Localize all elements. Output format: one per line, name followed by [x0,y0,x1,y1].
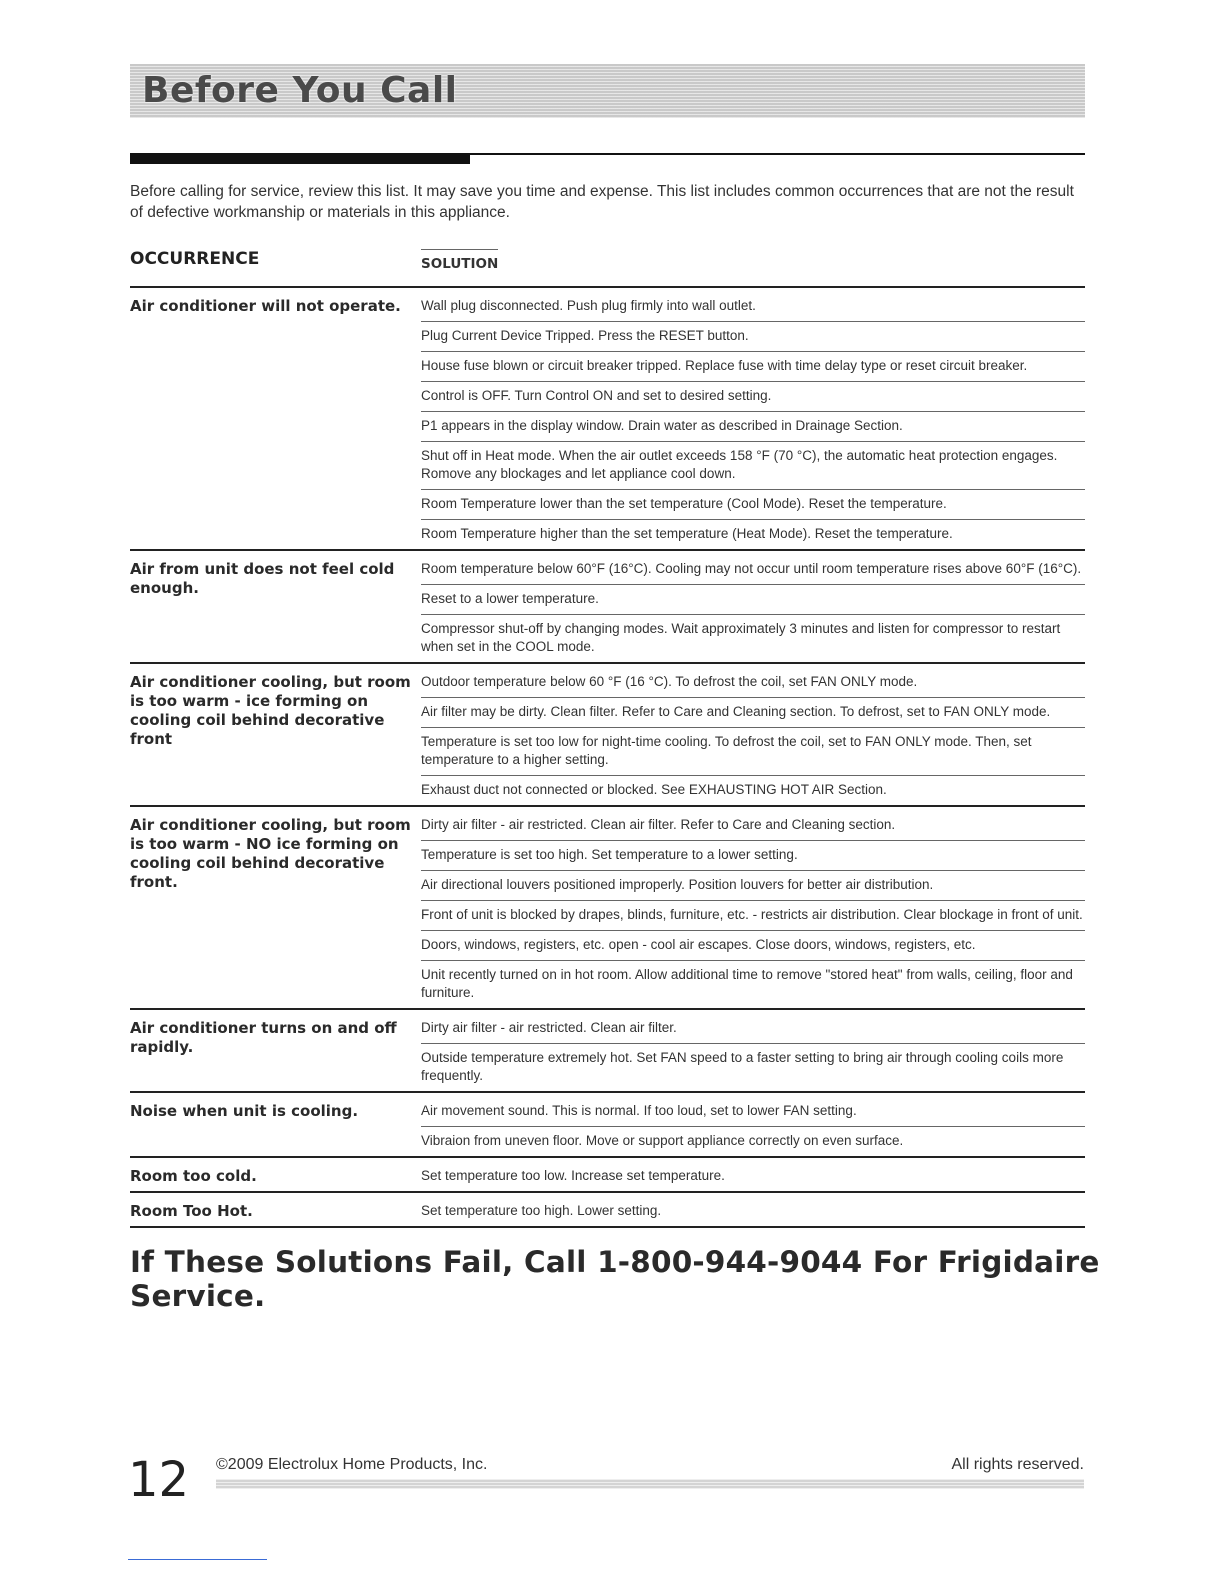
solution-item: Control is OFF. Turn Control ON and set to desired setting. [421,381,1085,411]
occurrence-label: Air from unit does not feel cold enough. [130,560,395,597]
table-end-rule [130,1226,1085,1228]
occurrence-group [130,549,1085,662]
solution-list [421,1093,1085,1156]
solution-item: P1 appears in the display window. Drain water as described in Drainage Section. [421,411,1085,441]
occurrence-label: Air conditioner cooling, but room is too warm - NO ice forming on cooling coil behind decorative front. [130,816,411,891]
solution-list [421,1010,1085,1091]
solution-item: Room temperature below 60°F (16°C). Cooling may not occur until room temperature rises above 60°F (16°C). [421,561,1082,576]
solution-item: Front of unit is blocked by drapes, blinds, furniture, etc. - restricts air distribution. Clear blockage in front of unit. [421,900,1085,930]
occurrence-group [130,662,1085,805]
footer-bar [216,1479,1084,1489]
occurrence-label: Room Too Hot. [130,1202,253,1220]
page-number: 12 [128,1452,190,1508]
solution-item: Outside temperature extremely hot. Set FAN speed to a faster setting to bring air through cooling coils more frequently. [421,1043,1085,1091]
solution-item: Set temperature too low. Increase set temperature. [421,1168,725,1183]
occurrence-group [130,1191,1085,1226]
occurrence-label: Air conditioner cooling, but room is too warm - ice forming on cooling coil behind decorative front [130,673,411,748]
header-banner [130,64,1085,118]
solution-list [421,807,1085,1008]
occurrence-group [130,805,1085,1008]
solution-item: House fuse blown or circuit breaker tripped. Replace fuse with time delay type or reset circuit breaker. [421,351,1085,381]
copyright-text: ©2009 Electrolux Home Products, Inc. [216,1456,488,1473]
bottom-link-line [128,1559,267,1560]
solution-item: Temperature is set too low for night-time cooling. To defrost the coil, set to FAN ONLY mode. Then, set temperature to a higher setting. [421,727,1085,775]
troubleshooting-table [130,286,1085,1228]
page-title: Before You Call [142,70,458,111]
solution-item: Room Temperature lower than the set temperature (Cool Mode). Reset the temperature. [421,489,1085,519]
occurrence-group [130,286,1085,549]
solution-item: Compressor shut-off by changing modes. Wait approximately 3 minutes and listen for compressor to restart when set in the COOL mode. [421,614,1085,662]
solution-item: Wall plug disconnected. Push plug firmly into wall outlet. [421,298,756,313]
solution-item: Vibraion from uneven floor. Move or support appliance correctly on even surface. [421,1126,1085,1156]
occurrence-group [130,1156,1085,1191]
solution-item: Dirty air filter - air restricted. Clean air filter. [421,1020,677,1035]
solution-item: Dirty air filter - air restricted. Clean air filter. Refer to Care and Cleaning section. [421,817,896,832]
solution-list [421,551,1085,662]
solution-column-header: SOLUTION [421,249,498,279]
solution-item: Exhaust duct not connected or blocked. See EXHAUSTING HOT AIR Section. [421,775,1085,805]
solution-item: Shut off in Heat mode. When the air outlet exceeds 158 °F (70 °C), the automatic heat protection engages. Romove any blockages and let appliance cool down. [421,441,1085,489]
solution-item: Air directional louvers positioned improperly. Position louvers for better air distribution. [421,870,1085,900]
occurrence-label: Room too cold. [130,1167,257,1185]
solution-item: Temperature is set too high. Set temperature to a lower setting. [421,840,1085,870]
solution-item: Outdoor temperature below 60 °F (16 °C). To defrost the coil, set FAN ONLY mode. [421,674,918,689]
rights-text: All rights reserved. [951,1456,1084,1473]
solution-item: Set temperature too high. Lower setting. [421,1203,662,1218]
solution-list [421,664,1085,805]
solution-item: Reset to a lower temperature. [421,584,1085,614]
occurrence-group [130,1008,1085,1091]
solution-item: Unit recently turned on in hot room. Allow additional time to remove "stored heat" from walls, ceiling, floor and furniture. [421,960,1085,1008]
occurrence-label: Air conditioner will not operate. [130,297,401,315]
solution-item: Doors, windows, registers, etc. open - cool air escapes. Close doors, windows, registers, etc. [421,930,1085,960]
occurrence-column-header: OCCURRENCE [130,249,260,269]
solution-item: Air movement sound. This is normal. If too loud, set to lower FAN setting. [421,1103,857,1118]
solution-item: Plug Current Device Tripped. Press the RESET button. [421,321,1085,351]
intro-paragraph: Before calling for service, review this list. It may save you time and expense. This list includes common occurrences that are not the result of defective workmanship or materials in this appliance. [130,183,1074,221]
header-rule-accent [130,153,470,164]
solution-item: Room Temperature higher than the set temperature (Heat Mode). Reset the temperature. [421,519,1085,549]
solution-item: Air filter may be dirty. Clean filter. Refer to Care and Cleaning section. To defrost, set to FAN ONLY mode. [421,697,1085,727]
solution-list [421,288,1085,549]
occurrence-label: Air conditioner turns on and off rapidly. [130,1019,397,1056]
occurrence-label: Noise when unit is cooling. [130,1102,359,1120]
occurrence-group [130,1091,1085,1156]
solution-list [421,1193,1085,1226]
solution-list [421,1158,1085,1191]
service-call-heading: If These Solutions Fail, Call 1-800-944-9044 For Frigidaire Service. [130,1245,1100,1313]
